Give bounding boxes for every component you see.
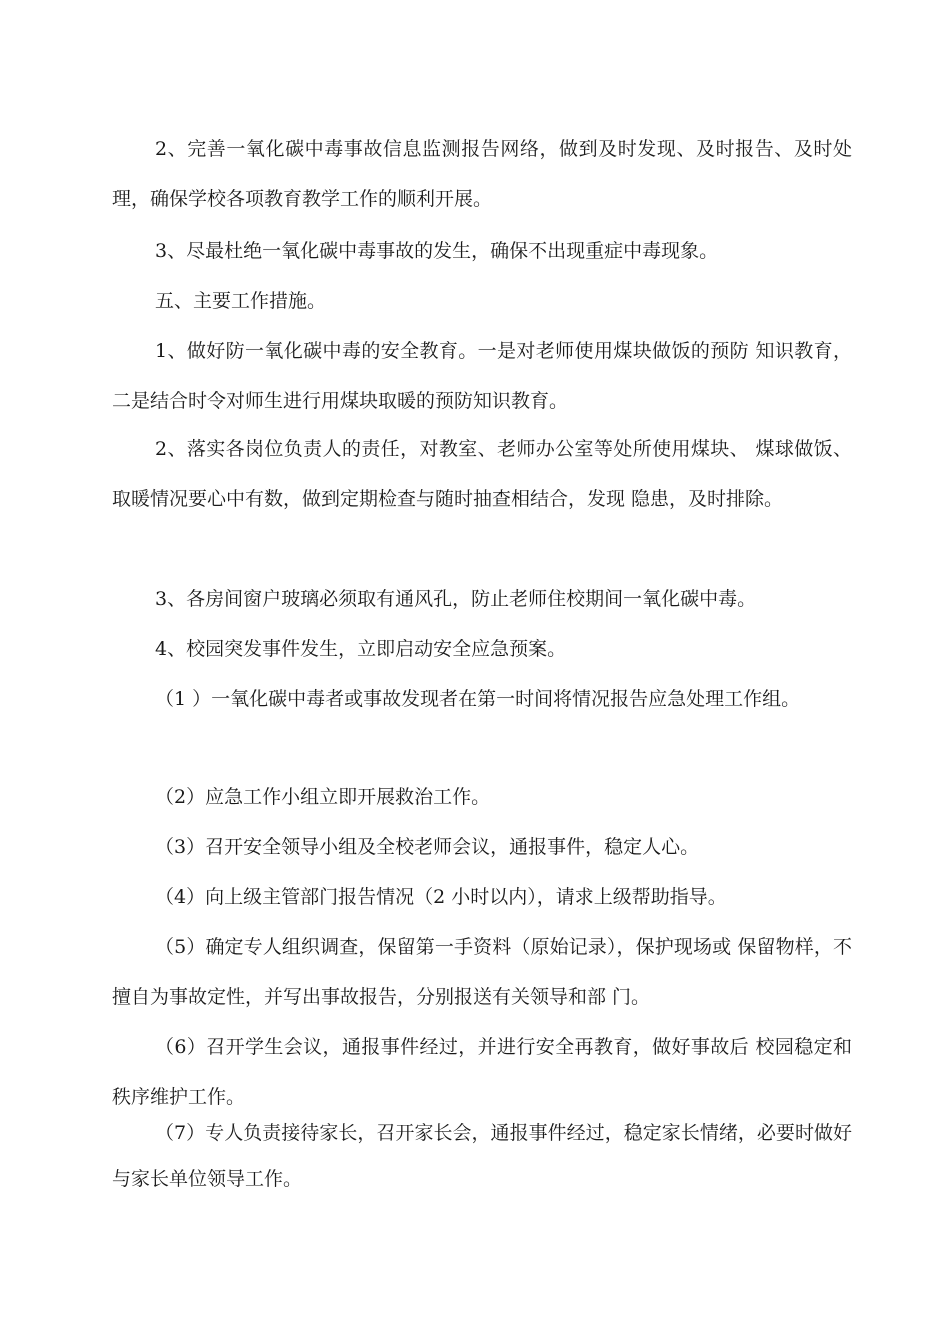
paragraph-2-monitoring-network: 2、完善一氧化碳中毒事故信息监测报告网络，做到及时发现、及时报告、及时处理，确保学校各项教育教学工作的顺利开展。 xyxy=(112,138,852,210)
paragraph-2-responsibility: 2、落实各岗位负责人的责任，对教室、老师办公室等处所使用煤块、 煤球做饭、取暖情况要心中有数，做到定期检查与随时抽查相结合，发现 隐患，及时排除。 xyxy=(112,438,852,510)
paragraph-3-ventilation: 3、各房间窗户玻璃必须取有通风孔，防止老师住校期间一氧化碳中毒。 xyxy=(155,588,757,610)
list-item-5-investigation: （5）确定专人组织调查，保留第一手资料（原始记录），保护现场或 保留物样，不擅自为事故定性，并写出事故报告，分别报送有关领导和部 门。 xyxy=(112,936,852,1008)
list-item-7-parents: （7）专人负责接待家长，召开家长会，通报事件经过，稳定家长情绪，必要时做好与家长单位领导工作。 xyxy=(112,1122,852,1190)
list-item-6-student-meeting: （6）召开学生会议，通报事件经过，并进行安全再教育，做好事故后 校园稳定和秩序维护工作。 xyxy=(112,1036,852,1108)
paragraph-4-emergency-plan: 4、校园突发事件发生，立即启动安全应急预案。 xyxy=(155,638,567,660)
paragraph-1-safety-education: 1、做好防一氧化碳中毒的安全教育。一是对老师使用煤块做饭的预防 知识教育，二是结合时令对师生进行用煤块取暖的预防知识教育。 xyxy=(112,340,852,412)
paragraph-3-prevent-accidents: 3、尽最杜绝一氧化碳中毒事故的发生，确保不出现重症中毒现象。 xyxy=(155,240,719,262)
list-item-2-rescue: （2）应急工作小组立即开展救治工作。 xyxy=(155,786,491,808)
list-item-1-report: （1 ）一氧化碳中毒者或事故发现者在第一时间将情况报告应急处理工作组。 xyxy=(155,688,801,710)
list-item-4-report-superior: （4）向上级主管部门报告情况（2 小时以内），请求上级帮助指导。 xyxy=(155,886,727,908)
section-heading-main-measures: 五、主要工作措施。 xyxy=(155,290,327,312)
list-item-3-meeting: （3）召开安全领导小组及全校老师会议，通报事件，稳定人心。 xyxy=(155,836,700,858)
